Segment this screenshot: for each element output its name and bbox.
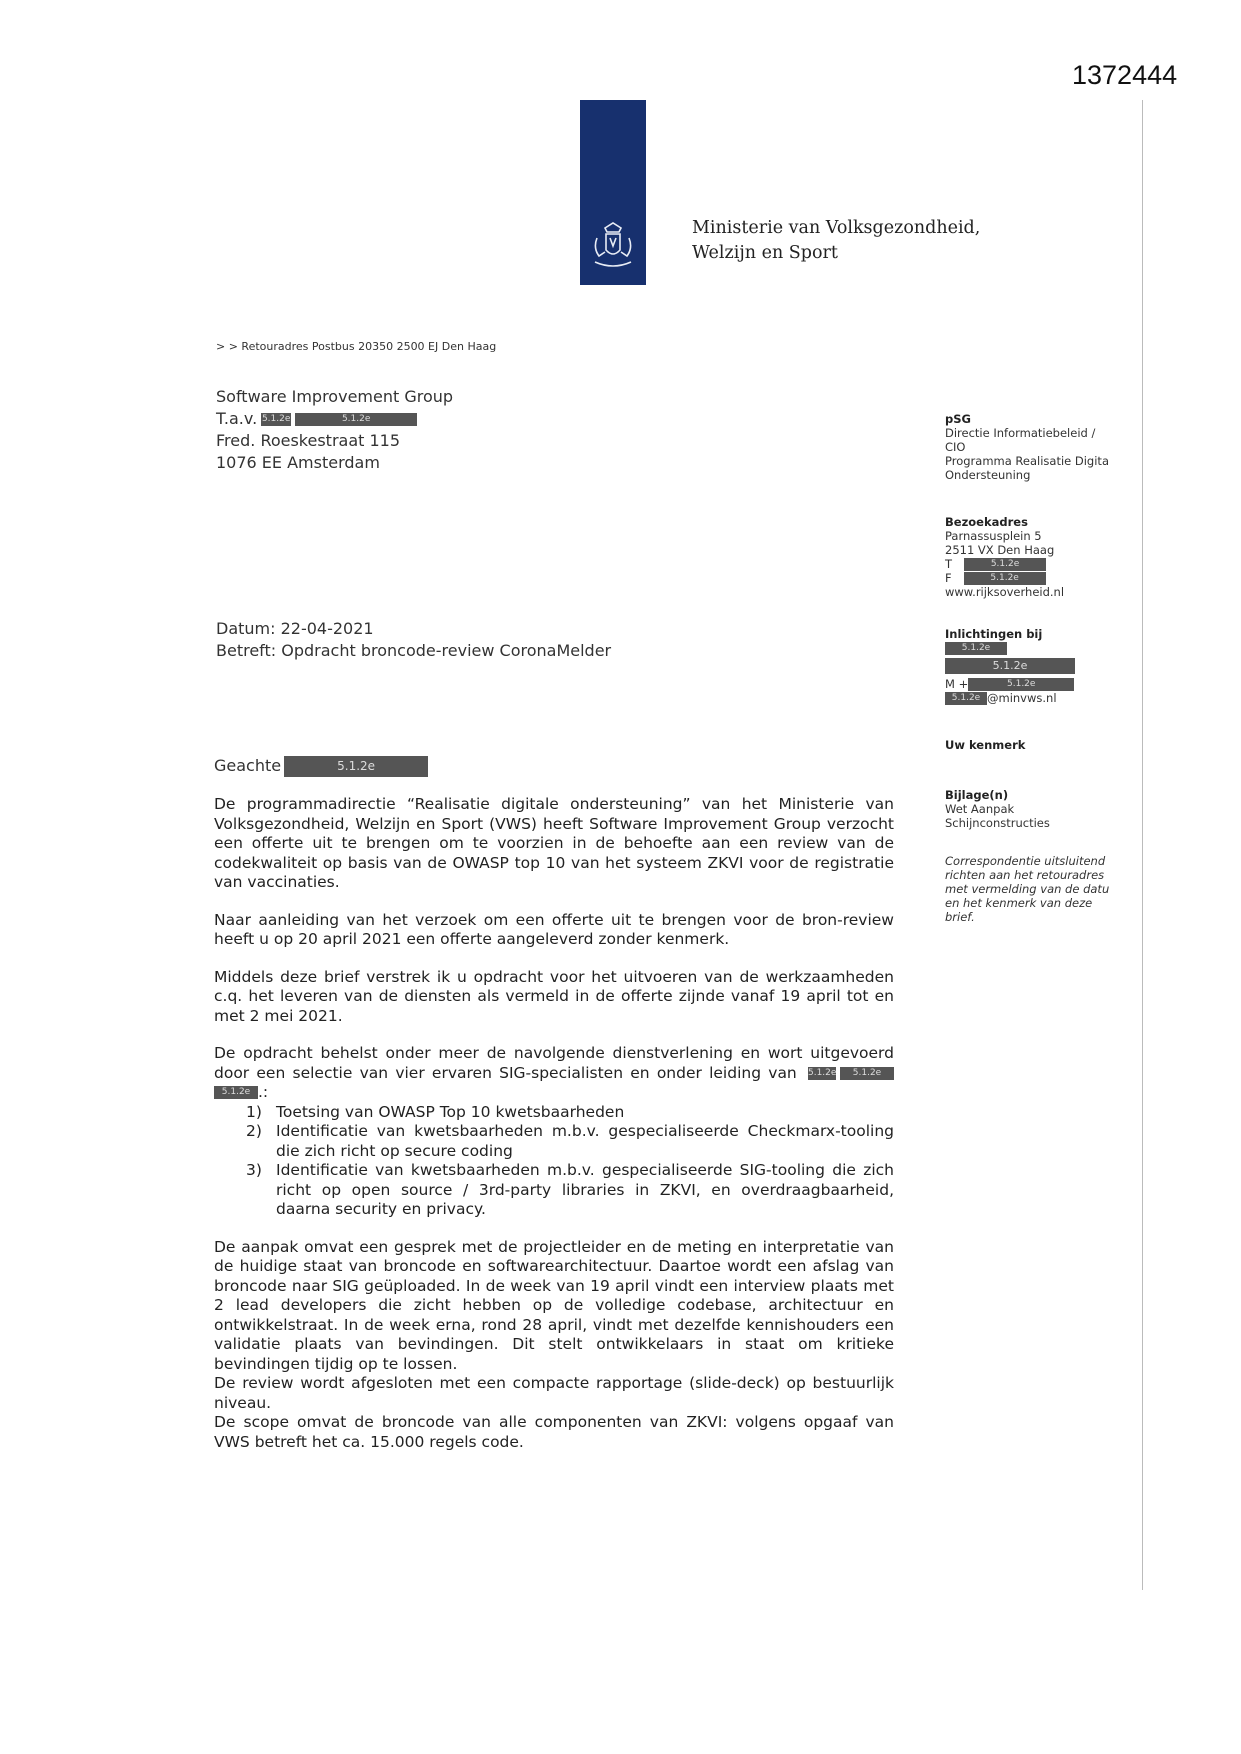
sidebar-department bbox=[945, 412, 1109, 482]
visit-line: Parnassusplein 5 bbox=[945, 529, 1042, 543]
sidebar-attachments bbox=[945, 788, 1050, 830]
recipient-attn bbox=[216, 408, 453, 430]
visit-line: 2511 VX Den Haag bbox=[945, 543, 1055, 557]
attach-line: Wet Aanpak bbox=[945, 802, 1015, 816]
letter-subject: Betreft: Opdracht broncode-review CoronaMelder bbox=[216, 641, 612, 660]
paragraph-end: .: bbox=[258, 1083, 269, 1101]
paragraph: De aanpak omvat een gesprek met de projectleider en de meting en interpretatie van de huidige staat van broncode en softwarearchitectuur. Daartoe wordt een afslag van broncode naar SIG geüploaded. In de week van 19 april vindt een interview plaats met 2 lead developers die zicht hebben op de volledige codebase, architectuur en ontwikkelstraat. In de week erna, rond 28 april, vindt met dezelfde kennishouders een validatie plaats van bevindingen. Dit stelt ontwikkelaars in staat om kritieke bevindingen tijdig op te lossen. bbox=[214, 1237, 894, 1373]
document-number: 1372444 bbox=[1072, 60, 1178, 90]
attach-line: Schijnconstructies bbox=[945, 816, 1050, 830]
corr-line: en het kenmerk van deze bbox=[945, 896, 1093, 910]
dept-line: Directie Informatiebeleid / bbox=[945, 426, 1096, 440]
paragraph: De scope omvat de broncode van alle componenten van ZKVI: volgens opgaaf van VWS betreft het ca. 15.000 regels code. bbox=[214, 1413, 894, 1451]
list-number: 2) bbox=[246, 1122, 262, 1140]
recipient-street: Fred. Roeskestraat 115 bbox=[216, 431, 401, 450]
attn-label: T.a.v. bbox=[216, 409, 258, 428]
corr-line: brief. bbox=[945, 910, 975, 924]
redaction-box: 5.1.2e bbox=[807, 1067, 837, 1078]
paragraph: Middels deze brief verstrek ik u opdracht voor het uitvoeren van de werkzaamheden c.q. het leveren van de diensten als vermeld in de offerte zijnde vanaf 19 april tot en met 2 mei 2021. bbox=[214, 967, 894, 1025]
sidebar-visit-address bbox=[945, 515, 1064, 599]
ref-heading: Uw kenmerk bbox=[945, 738, 1026, 752]
list-item bbox=[214, 1161, 894, 1220]
redaction-box: 5.1.2e bbox=[945, 692, 987, 705]
dept-heading: pSG bbox=[945, 412, 971, 426]
ministry-name bbox=[692, 216, 980, 266]
redaction-box: 5.1.2e bbox=[284, 756, 428, 777]
letter-body bbox=[214, 795, 894, 1452]
phone-label: T bbox=[945, 557, 953, 571]
royal-coat-of-arms-icon bbox=[585, 220, 641, 276]
sidebar-info bbox=[945, 627, 1075, 705]
info-heading: Inlichtingen bij bbox=[945, 627, 1043, 641]
return-address: > > Retouradres Postbus 20350 2500 EJ Den Haag bbox=[216, 340, 497, 353]
sidebar-reference bbox=[945, 738, 1025, 752]
corr-line: Correspondentie uitsluitend bbox=[945, 854, 1106, 868]
list-text: Identificatie van kwetsbaarheden m.b.v. gespecialiseerde Checkmarx-tooling die zich richt op secure coding bbox=[276, 1122, 894, 1160]
sidebar-correspondence bbox=[945, 854, 1109, 924]
corr-line: met vermelding van de datu bbox=[945, 882, 1110, 896]
greeting bbox=[214, 756, 428, 777]
visit-heading: Bezoekadres bbox=[945, 515, 1028, 529]
recipient-org: Software Improvement Group bbox=[216, 387, 454, 406]
paragraph: De opdracht behelst onder meer de navolgende dienstverlening en wort uitgevoerd door een selectie van vier ervaren SIG-specialisten en onder leiding van bbox=[214, 1044, 894, 1082]
greeting-text: Geachte bbox=[214, 756, 282, 775]
paragraph: De programmadirectie “Realisatie digitale ondersteuning” van het Ministerie van Volksgezondheid, Welzijn en Sport (VWS) heeft Software Improvement Group verzocht een offerte uit te brengen om te voorzien in de behoefte aan een review van de codekwaliteit op basis van de OWASP top 10 van het systeem ZKVI voor de registratie van vaccinaties. bbox=[214, 795, 894, 891]
list-number: 1) bbox=[246, 1102, 262, 1121]
ministry-line-1: Ministerie van Volksgezondheid, bbox=[692, 218, 981, 238]
paragraph: De review wordt afgesloten met een compacte rapportage (slide-deck) op bestuurlijk niveau. bbox=[214, 1374, 894, 1412]
email-row bbox=[945, 691, 1075, 705]
redaction-box: 5.1.2e bbox=[945, 642, 1007, 655]
mobile-row bbox=[945, 677, 1075, 691]
margin-line bbox=[1142, 100, 1143, 1590]
mobile-label: M + bbox=[945, 677, 969, 691]
website: www.rijksoverheid.nl bbox=[945, 585, 1065, 599]
redaction-box: 5.1.2e bbox=[214, 1086, 258, 1099]
ministry-line-2: Welzijn en Sport bbox=[692, 243, 838, 263]
redaction-box: 5.1.2e bbox=[968, 678, 1074, 691]
redaction-box: 5.1.2e bbox=[295, 413, 417, 426]
redaction-box: 5.1.2e bbox=[964, 572, 1046, 585]
redaction-box: 5.1.2e bbox=[261, 414, 291, 424]
fax-row bbox=[945, 571, 1064, 585]
list-number: 3) bbox=[246, 1161, 262, 1179]
recipient-city: 1076 EE Amsterdam bbox=[216, 453, 380, 472]
dept-line: Programma Realisatie Digita bbox=[945, 454, 1109, 468]
attach-heading: Bijlage(n) bbox=[945, 788, 1009, 802]
list-item bbox=[214, 1103, 894, 1123]
phone-row bbox=[945, 557, 1064, 571]
corr-line: richten aan het retouradres bbox=[945, 868, 1105, 882]
service-list bbox=[214, 1103, 894, 1220]
fax-label: F bbox=[945, 571, 952, 585]
redaction-box: 5.1.2e bbox=[964, 558, 1046, 571]
dept-line: Ondersteuning bbox=[945, 468, 1031, 482]
recipient-address bbox=[216, 386, 453, 474]
list-text: Toetsing van OWASP Top 10 kwetsbaarheden bbox=[276, 1102, 625, 1121]
redaction-box: 5.1.2e bbox=[840, 1067, 894, 1080]
dept-line: CIO bbox=[945, 440, 966, 454]
letter-date: Datum: 22-04-2021 bbox=[216, 619, 374, 638]
list-text: Identificatie van kwetsbaarheden m.b.v. gespecialiseerde SIG-tooling die zich richt op open source / 3rd-party libraries in ZKVI, en overdraagbaarheid, daarna security en privacy. bbox=[276, 1161, 894, 1218]
email-domain: @minvws.nl bbox=[987, 691, 1057, 705]
paragraph: Naar aanleiding van het verzoek om een offerte uit te brengen voor de bron-review heeft u op 20 april 2021 een offerte aangeleverd zonder kenmerk. bbox=[214, 910, 894, 948]
letter-meta bbox=[216, 618, 611, 662]
redaction-box: 5.1.2e bbox=[945, 658, 1075, 674]
list-item bbox=[214, 1122, 894, 1161]
